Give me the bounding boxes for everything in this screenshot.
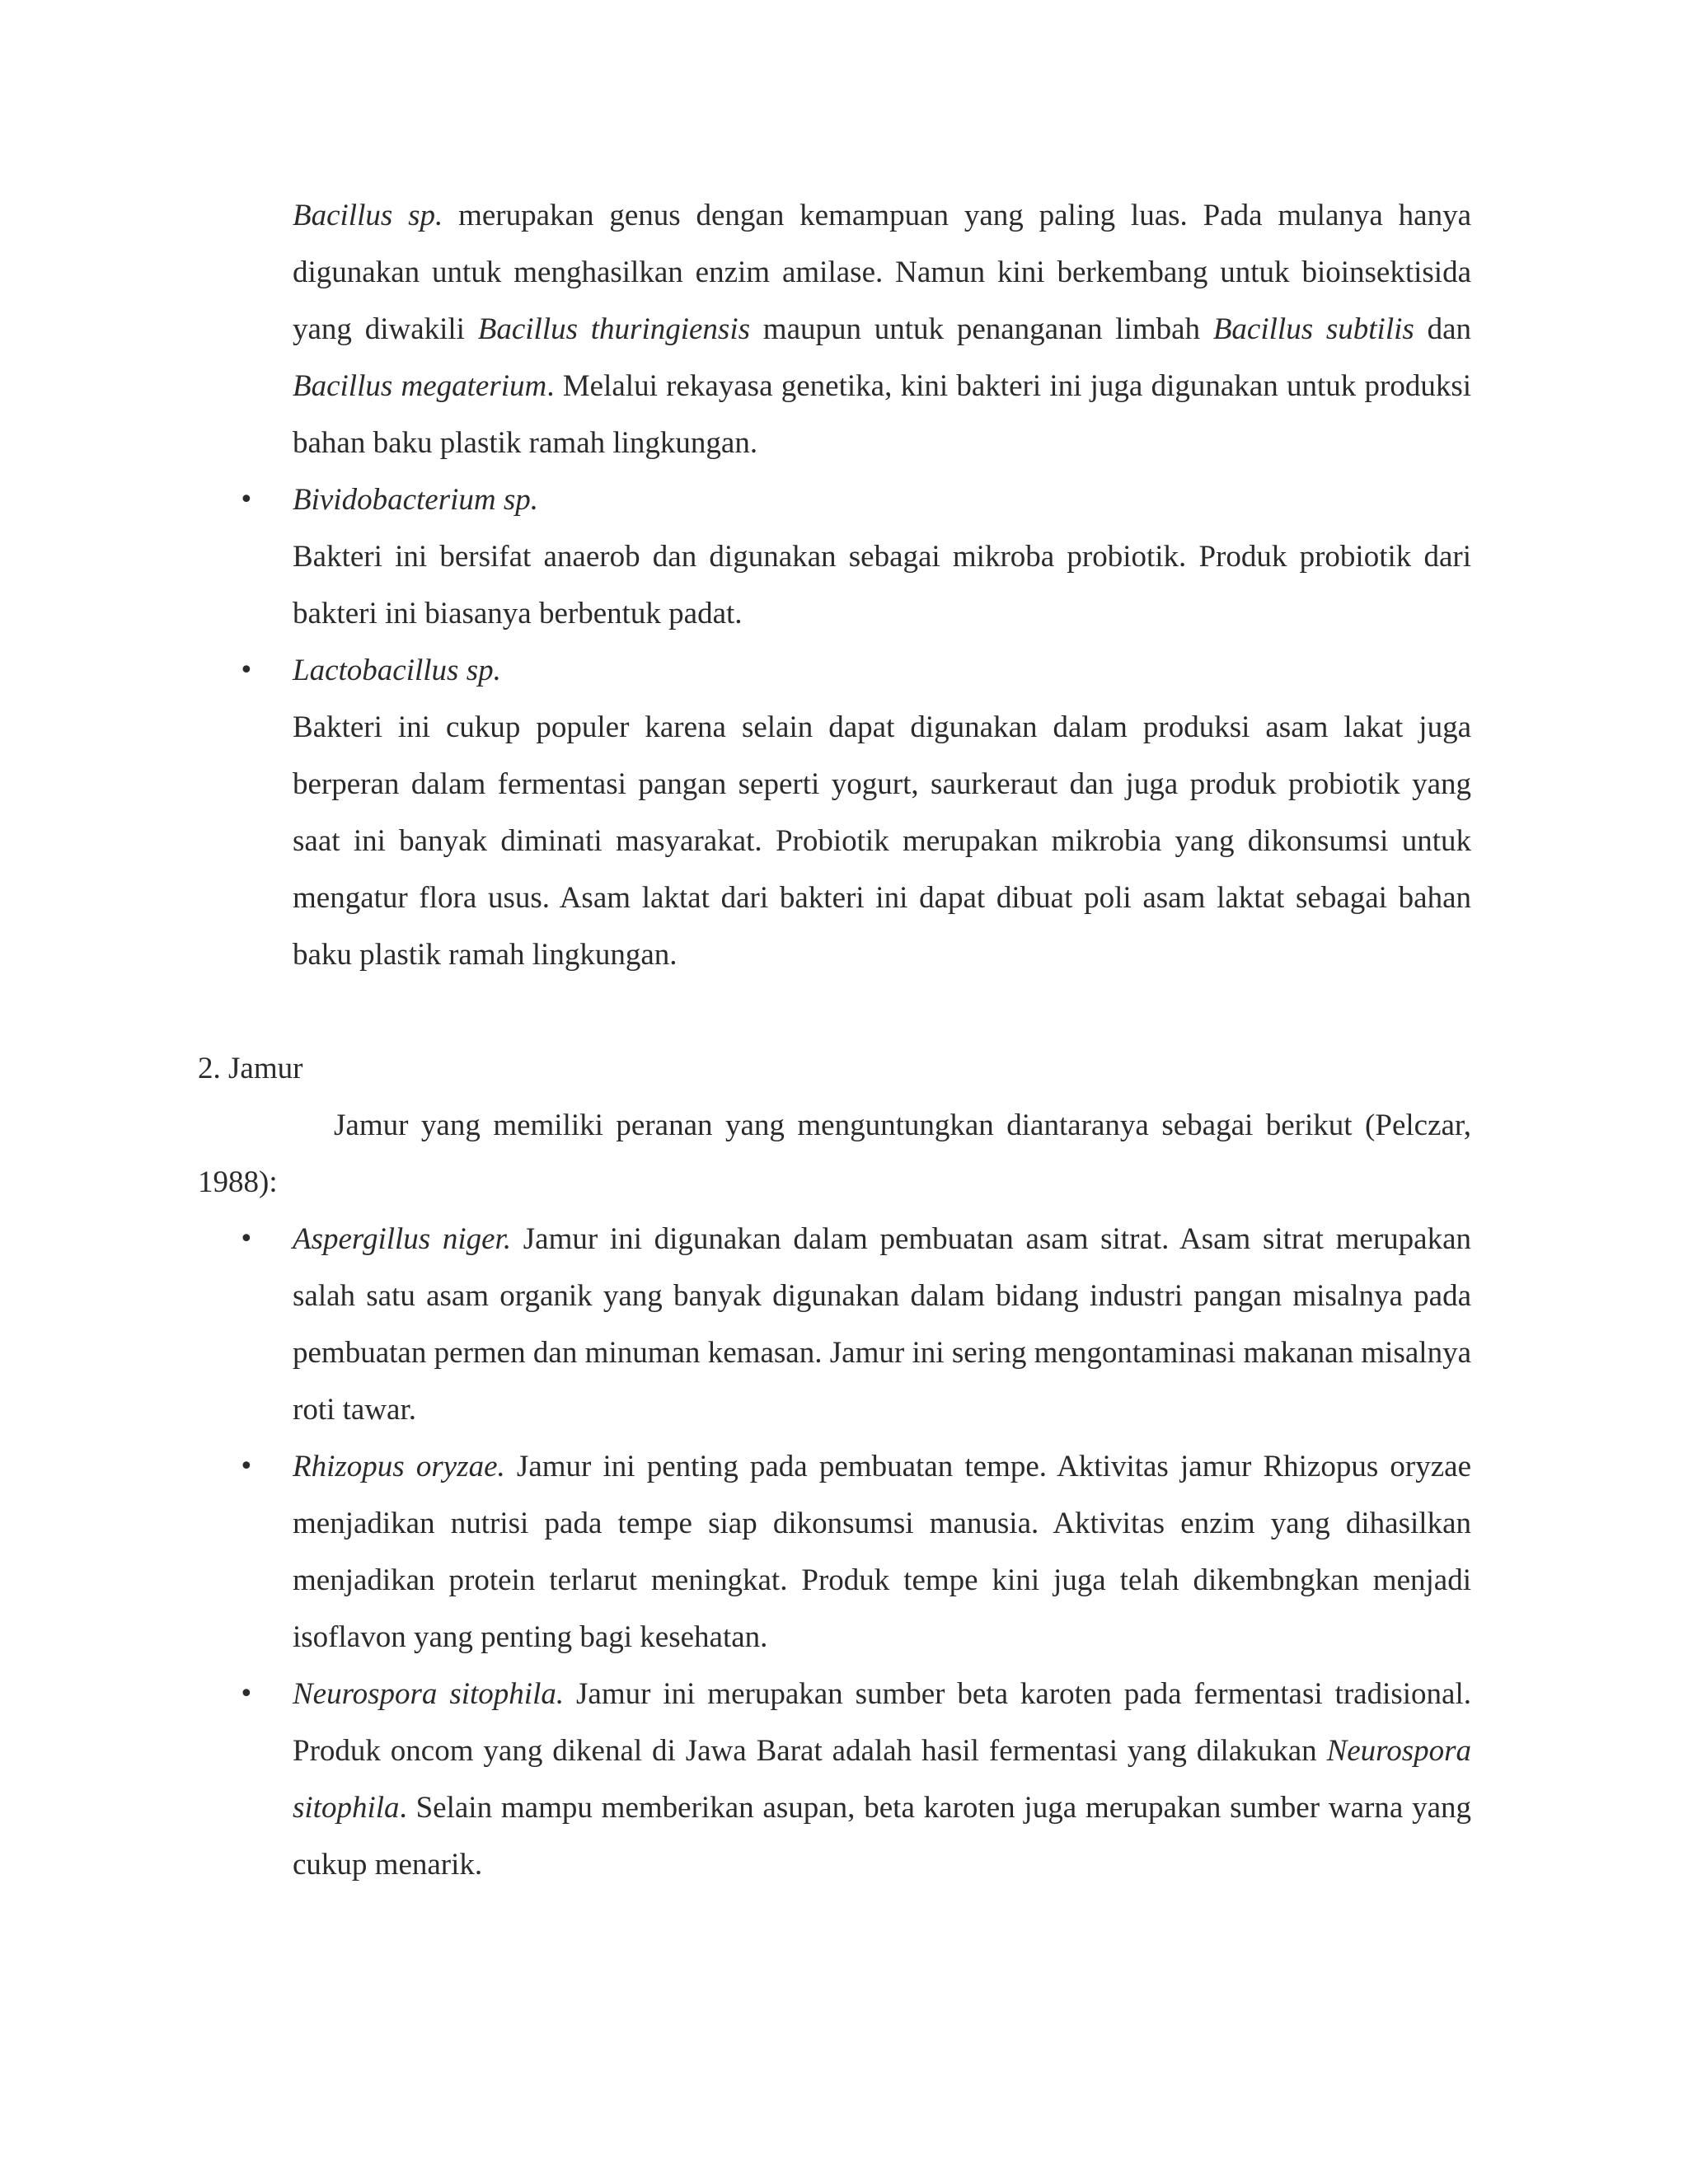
neurospora-desc-2: . Selain mampu memberikan asupan, beta karoten juga merupakan sumber warna yang cukup menarik. — [293, 1791, 1471, 1882]
bullet-aspergillus: • — [239, 1225, 254, 1254]
bacillus-paragraph — [293, 187, 1471, 471]
lactobacillus-desc: Bakteri ini cukup populer karena selain dapat digunakan dalam produksi asam lakat juga berperan dalam fermentasi pangan seperti yogurt, saurkeraut dan juga produk probiotik yang saat ini banyak diminati masyarakat. Probiotik merupakan mikrobia yang dikonsumsi untuk mengatur flora usus. Asam laktat dari bakteri ini dapat dibuat poli asam laktat sebagai bahan baku plastik ramah lingkungan. — [293, 710, 1471, 972]
neurospora-desc-1: Jamur ini merupakan sumber beta karoten pada fermentasi tradisional. Produk oncom yang dikenal di Jawa Barat adalah hasil fermentasi yang dilakukan — [293, 1677, 1471, 1768]
bacillus-text-2: maupun untuk penanganan limbah — [750, 312, 1213, 346]
rhizopus-desc: Jamur ini penting pada pembuatan tempe. Aktivitas jamur Rhizopus oryzae menjadikan nutrisi pada tempe siap dikonsumsi manusia. Aktivitas enzim yang dihasilkan menjadikan protein terlarut meningkat. Produk tempe kini juga telah dikembngkan menjadi isoflavon yang penting bagi kesehatan. — [293, 1450, 1471, 1654]
bacillus-text-4: . Melalui rekayasa genetika, kini bakteri ini juga digunakan untuk produksi bahan baku plastik ramah lingkungan. — [293, 369, 1471, 460]
bullet-bividobacterium: • — [239, 485, 254, 514]
bacillus-sp-name: Bacillus sp. — [293, 199, 443, 232]
jamur-heading: 2. Jamur — [198, 1052, 303, 1085]
bacillus-thuringiensis: Bacillus thuringiensis — [477, 312, 751, 346]
rhizopus-name: Rhizopus oryzae. — [293, 1450, 505, 1483]
aspergillus-name: Aspergillus niger. — [293, 1222, 512, 1256]
bividobacterium-desc: Bakteri ini bersifat anaerob dan digunakan sebagai mikroba probiotik. Produk probiotik dari bakteri ini biasanya berbentuk padat. — [293, 540, 1471, 630]
neurospora-name: Neurospora sitophila. — [293, 1677, 565, 1711]
bullet-lactobacillus: • — [239, 656, 254, 685]
jamur-intro: Jamur yang memiliki peranan yang menguntungkan diantaranya sebagai berikut (Pelczar, 1988): — [198, 1108, 1471, 1199]
bullet-neurospora: • — [239, 1680, 254, 1708]
bividobacterium-item — [293, 471, 1471, 642]
aspergillus-item — [293, 1211, 1471, 1438]
neurospora-item — [293, 1666, 1471, 1893]
bacillus-subtilis: Bacillus subtilis — [1212, 312, 1414, 346]
bacillus-text-3: dan — [1414, 312, 1471, 346]
rhizopus-item — [293, 1438, 1471, 1666]
bacillus-megaterium: Bacillus megaterium — [293, 369, 547, 403]
bacillus-text-1: merupakan genus dengan kemampuan yang paling luas. Pada mulanya hanya digunakan untuk menghasilkan enzim amilase. Namun kini berkembang untuk bioinsektisida yang diwakili — [293, 199, 1471, 346]
neurospora-name-inline: Neurospora sitophila — [293, 1734, 1471, 1825]
bividobacterium-name: Bividobacterium sp. — [293, 483, 539, 517]
aspergillus-desc: Jamur ini digunakan dalam pembuatan asam sitrat. Asam sitrat merupakan salah satu asam organik yang banyak digunakan dalam bidang industri pangan misalnya pada pembuatan permen dan minuman kemasan. Jamur ini sering mengontaminasi makanan misalnya roti tawar. — [293, 1222, 1471, 1427]
bullet-rhizopus: • — [239, 1452, 254, 1481]
lactobacillus-item — [293, 642, 1471, 983]
lactobacillus-name: Lactobacillus sp. — [293, 654, 501, 687]
